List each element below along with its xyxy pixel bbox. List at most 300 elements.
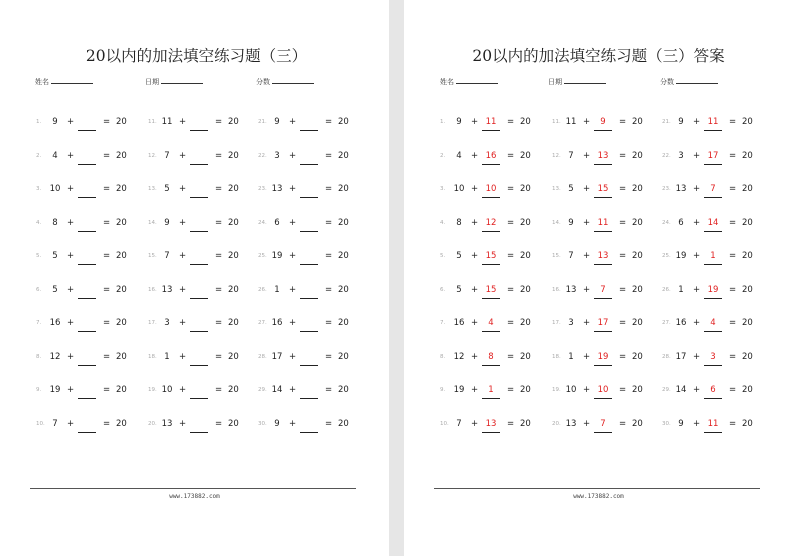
plus-sign: + <box>67 150 75 161</box>
problem-number: 28. <box>258 353 267 360</box>
addend: 13 <box>161 284 173 295</box>
equals-sign: = <box>325 217 333 228</box>
answer-blank[interactable] <box>78 197 96 198</box>
problem-number: 30. <box>258 420 267 427</box>
problem-number: 28. <box>662 353 671 360</box>
equals-sign: = <box>325 418 333 429</box>
addend: 9 <box>52 117 58 127</box>
addend: 11 <box>565 117 577 127</box>
footer-divider <box>30 488 356 489</box>
problem-number: 25. <box>662 253 671 259</box>
problem-number: 11. <box>552 119 561 125</box>
plus-sign: + <box>583 251 591 261</box>
footer-url: www.173882.com <box>573 493 624 500</box>
answer-blank[interactable] <box>300 331 318 332</box>
name-field <box>440 75 498 87</box>
problem-number: 15. <box>552 253 561 259</box>
plus-sign: + <box>67 184 75 194</box>
date-label: 日期 <box>548 78 562 86</box>
answer-blank <box>704 164 722 165</box>
sum: 20 <box>520 284 531 295</box>
plus-sign: + <box>583 117 591 127</box>
answer-blank[interactable] <box>190 130 208 131</box>
equals-sign: = <box>729 318 737 328</box>
plus-sign: + <box>289 418 297 429</box>
answer-blank[interactable] <box>190 298 208 299</box>
sum: 20 <box>338 117 349 127</box>
problem-number: 26. <box>662 286 671 293</box>
date-field <box>145 75 203 87</box>
sum: 20 <box>742 150 753 161</box>
addend: 19 <box>49 385 61 395</box>
answer-blank[interactable] <box>78 264 96 265</box>
sum: 20 <box>116 184 127 194</box>
sum: 20 <box>116 385 127 395</box>
sum: 20 <box>228 251 239 261</box>
answer-blank <box>704 365 722 366</box>
problem-number: 7. <box>440 320 446 326</box>
problem-number: 4. <box>36 219 42 226</box>
problem-number: 2. <box>36 152 42 159</box>
answer-value: 4 <box>488 318 494 328</box>
answer-blank[interactable] <box>190 197 208 198</box>
equals-sign: = <box>325 117 333 127</box>
equals-sign: = <box>507 284 515 295</box>
answer-blank[interactable] <box>300 298 318 299</box>
sum: 20 <box>116 150 127 161</box>
equals-sign: = <box>103 351 111 362</box>
equals-sign: = <box>325 385 333 395</box>
answer-blank <box>704 298 722 299</box>
answer-value: 12 <box>485 217 497 228</box>
plus-sign: + <box>289 217 297 228</box>
answer-blank[interactable] <box>300 365 318 366</box>
addend: 9 <box>274 418 280 429</box>
answer-blank[interactable] <box>190 398 208 399</box>
addend: 7 <box>52 418 58 429</box>
addend: 7 <box>456 418 462 429</box>
answer-blank <box>482 231 500 232</box>
answer-value: 15 <box>597 184 609 194</box>
answer-blank <box>482 398 500 399</box>
addend: 14 <box>271 385 283 395</box>
problem-number: 11. <box>148 119 157 125</box>
date-blank <box>161 75 203 84</box>
plus-sign: + <box>693 418 701 429</box>
problem-number: 21. <box>662 119 671 125</box>
answer-blank[interactable] <box>78 331 96 332</box>
addend: 7 <box>568 251 574 261</box>
plus-sign: + <box>693 351 701 362</box>
answer-value: 10 <box>485 184 497 194</box>
problem-number: 21. <box>258 119 267 125</box>
sum: 20 <box>116 117 127 127</box>
sum: 20 <box>520 217 531 228</box>
plus-sign: + <box>179 184 187 194</box>
problem-number: 6. <box>440 286 446 293</box>
problem-number: 14. <box>148 219 157 226</box>
equals-sign: = <box>215 351 223 362</box>
answer-blank[interactable] <box>300 197 318 198</box>
problem-number: 18. <box>552 353 561 360</box>
answer-blank <box>482 197 500 198</box>
answer-blank[interactable] <box>190 331 208 332</box>
addend: 9 <box>164 217 170 228</box>
equals-sign: = <box>507 184 515 194</box>
date-field <box>548 75 606 87</box>
addend: 16 <box>49 318 61 328</box>
sum: 20 <box>742 318 753 328</box>
plus-sign: + <box>179 117 187 127</box>
equals-sign: = <box>103 418 111 429</box>
equals-sign: = <box>729 150 737 161</box>
plus-sign: + <box>179 251 187 261</box>
plus-sign: + <box>693 318 701 328</box>
plus-sign: + <box>289 251 297 261</box>
addend: 1 <box>164 351 170 362</box>
answer-blank[interactable] <box>300 164 318 165</box>
answer-blank <box>704 264 722 265</box>
equals-sign: = <box>729 351 737 362</box>
addend: 3 <box>164 318 170 328</box>
answer-blank <box>594 365 612 366</box>
plus-sign: + <box>471 318 479 328</box>
date-blank <box>564 75 606 84</box>
answer-value: 16 <box>485 150 497 161</box>
sum: 20 <box>520 150 531 161</box>
plus-sign: + <box>471 117 479 127</box>
sum: 20 <box>632 385 643 395</box>
sum: 20 <box>116 351 127 362</box>
sum: 20 <box>228 418 239 429</box>
plus-sign: + <box>583 418 591 429</box>
answer-blank[interactable] <box>190 264 208 265</box>
answer-blank[interactable] <box>78 164 96 165</box>
answer-value: 3 <box>710 351 716 362</box>
problem-number: 22. <box>662 152 671 159</box>
plus-sign: + <box>471 418 479 429</box>
problem-number: 5. <box>36 253 42 259</box>
answer-value: 11 <box>485 117 497 127</box>
addend: 9 <box>678 418 684 429</box>
sum: 20 <box>520 418 531 429</box>
sum: 20 <box>632 318 643 328</box>
equals-sign: = <box>507 351 515 362</box>
problem-number: 20. <box>148 420 157 427</box>
answer-value: 19 <box>707 284 719 295</box>
plus-sign: + <box>583 351 591 362</box>
plus-sign: + <box>471 284 479 295</box>
answer-blank <box>482 164 500 165</box>
answer-value: 15 <box>485 251 497 261</box>
equals-sign: = <box>729 117 737 127</box>
answer-blank <box>704 432 722 433</box>
problem-number: 8. <box>36 353 42 360</box>
answer-value: 10 <box>597 385 609 395</box>
sum: 20 <box>338 385 349 395</box>
plus-sign: + <box>67 284 75 295</box>
addend: 8 <box>456 217 462 228</box>
addend: 3 <box>274 150 280 161</box>
answer-value: 1 <box>710 251 716 261</box>
date-label: 日期 <box>145 78 159 86</box>
footer-url: www.173882.com <box>169 493 220 500</box>
problem-number: 3. <box>36 186 42 192</box>
equals-sign: = <box>103 217 111 228</box>
score-blank <box>676 75 718 84</box>
problem-number: 1. <box>36 119 42 125</box>
plus-sign: + <box>67 418 75 429</box>
addend: 9 <box>568 217 574 228</box>
equals-sign: = <box>325 251 333 261</box>
answer-blank[interactable] <box>78 365 96 366</box>
plus-sign: + <box>583 284 591 295</box>
answer-value: 11 <box>707 418 719 429</box>
worksheet-page <box>0 0 389 556</box>
addend: 10 <box>161 385 173 395</box>
answer-blank[interactable] <box>78 432 96 433</box>
answer-blank[interactable] <box>300 130 318 131</box>
footer-divider <box>434 488 760 489</box>
equals-sign: = <box>619 351 627 362</box>
sum: 20 <box>338 251 349 261</box>
equals-sign: = <box>215 418 223 429</box>
equals-sign: = <box>507 418 515 429</box>
equals-sign: = <box>103 318 111 328</box>
equals-sign: = <box>325 150 333 161</box>
sum: 20 <box>338 351 349 362</box>
sum: 20 <box>742 217 753 228</box>
answer-value: 17 <box>707 150 719 161</box>
worksheet-title: 20以内的加法填空练习题（三） <box>85 47 308 65</box>
answer-blank <box>594 331 612 332</box>
problem-number: 6. <box>36 286 42 293</box>
sum: 20 <box>632 284 643 295</box>
answer-value: 14 <box>707 217 719 228</box>
equals-sign: = <box>507 117 515 127</box>
plus-sign: + <box>471 351 479 362</box>
answer-value: 8 <box>488 351 494 362</box>
sum: 20 <box>520 385 531 395</box>
answer-blank[interactable] <box>190 365 208 366</box>
plus-sign: + <box>289 385 297 395</box>
problem-number: 16. <box>148 286 157 293</box>
answer-blank <box>704 231 722 232</box>
problem-number: 12. <box>148 152 157 159</box>
plus-sign: + <box>289 351 297 362</box>
plus-sign: + <box>179 150 187 161</box>
problem-number: 24. <box>258 219 267 226</box>
score-label: 分数 <box>660 78 674 86</box>
plus-sign: + <box>179 284 187 295</box>
answer-blank[interactable] <box>190 164 208 165</box>
addend: 9 <box>456 117 462 127</box>
addend: 4 <box>456 150 462 161</box>
equals-sign: = <box>507 217 515 228</box>
answer-value: 17 <box>597 318 609 328</box>
sum: 20 <box>632 184 643 194</box>
answer-blank <box>594 164 612 165</box>
sum: 20 <box>228 318 239 328</box>
addend: 8 <box>52 217 58 228</box>
plus-sign: + <box>471 150 479 161</box>
addend: 7 <box>164 150 170 161</box>
addend: 6 <box>678 217 684 228</box>
problem-number: 12. <box>552 152 561 159</box>
answer-blank[interactable] <box>300 398 318 399</box>
equals-sign: = <box>729 251 737 261</box>
plus-sign: + <box>179 418 187 429</box>
equals-sign: = <box>729 284 737 295</box>
addend: 5 <box>568 184 574 194</box>
equals-sign: = <box>619 418 627 429</box>
addend: 1 <box>274 284 280 295</box>
plus-sign: + <box>179 351 187 362</box>
addend: 13 <box>565 284 577 295</box>
addend: 13 <box>565 418 577 429</box>
name-field <box>35 75 93 87</box>
answer-blank <box>482 365 500 366</box>
sum: 20 <box>742 117 753 127</box>
answer-blank <box>704 130 722 131</box>
problem-number: 25. <box>258 253 267 259</box>
answer-value: 7 <box>600 418 606 429</box>
problem-number: 29. <box>662 387 671 393</box>
equals-sign: = <box>325 184 333 194</box>
addend: 3 <box>678 150 684 161</box>
answer-value: 6 <box>710 385 716 395</box>
sum: 20 <box>632 217 643 228</box>
equals-sign: = <box>103 385 111 395</box>
equals-sign: = <box>507 251 515 261</box>
sum: 20 <box>520 184 531 194</box>
addend: 7 <box>568 150 574 161</box>
problem-number: 4. <box>440 219 446 226</box>
sum: 20 <box>632 351 643 362</box>
equals-sign: = <box>215 217 223 228</box>
equals-sign: = <box>619 385 627 395</box>
answer-blank[interactable] <box>78 398 96 399</box>
equals-sign: = <box>729 217 737 228</box>
plus-sign: + <box>289 117 297 127</box>
problem-number: 8. <box>440 353 446 360</box>
equals-sign: = <box>215 318 223 328</box>
sum: 20 <box>228 385 239 395</box>
answer-title: 20以内的加法填空练习题（三）答案 <box>472 47 725 65</box>
sum: 20 <box>338 418 349 429</box>
addend: 7 <box>164 251 170 261</box>
answer-blank[interactable] <box>300 432 318 433</box>
answer-blank[interactable] <box>78 130 96 131</box>
answer-blank <box>482 432 500 433</box>
problem-number: 30. <box>662 420 671 427</box>
addend: 4 <box>52 150 58 161</box>
addend: 19 <box>675 251 687 261</box>
addend: 16 <box>271 318 283 328</box>
equals-sign: = <box>507 150 515 161</box>
equals-sign: = <box>619 251 627 261</box>
plus-sign: + <box>693 251 701 261</box>
addend: 1 <box>568 351 574 362</box>
addend: 12 <box>453 351 465 362</box>
problem-number: 1. <box>440 119 446 125</box>
addend: 10 <box>49 184 61 194</box>
equals-sign: = <box>215 184 223 194</box>
answer-blank <box>594 398 612 399</box>
answer-value: 13 <box>597 251 609 261</box>
answer-blank[interactable] <box>78 231 96 232</box>
equals-sign: = <box>103 184 111 194</box>
addend: 3 <box>568 318 574 328</box>
sum: 20 <box>632 418 643 429</box>
answer-blank[interactable] <box>190 231 208 232</box>
problem-number: 27. <box>662 320 671 326</box>
addend: 5 <box>456 251 462 261</box>
problem-number: 9. <box>440 387 446 393</box>
sum: 20 <box>116 284 127 295</box>
problem-number: 13. <box>552 186 561 192</box>
answer-value: 4 <box>710 318 716 328</box>
equals-sign: = <box>619 318 627 328</box>
answer-blank <box>704 197 722 198</box>
plus-sign: + <box>289 284 297 295</box>
addend: 11 <box>161 117 173 127</box>
addend: 14 <box>675 385 687 395</box>
score-blank <box>272 75 314 84</box>
equals-sign: = <box>619 117 627 127</box>
equals-sign: = <box>619 150 627 161</box>
problem-number: 14. <box>552 219 561 226</box>
answer-blank[interactable] <box>78 298 96 299</box>
equals-sign: = <box>103 284 111 295</box>
plus-sign: + <box>179 217 187 228</box>
problem-number: 16. <box>552 286 561 293</box>
sum: 20 <box>228 284 239 295</box>
addend: 16 <box>675 318 687 328</box>
problem-number: 13. <box>148 186 157 192</box>
problem-number: 9. <box>36 387 42 393</box>
plus-sign: + <box>693 117 701 127</box>
answer-value: 1 <box>488 385 494 395</box>
answer-value: 13 <box>485 418 497 429</box>
plus-sign: + <box>583 385 591 395</box>
sum: 20 <box>116 217 127 228</box>
equals-sign: = <box>507 318 515 328</box>
answer-blank <box>704 398 722 399</box>
sum: 20 <box>742 418 753 429</box>
answer-blank <box>594 130 612 131</box>
problem-number: 15. <box>148 253 157 259</box>
answer-blank[interactable] <box>300 231 318 232</box>
answer-value: 7 <box>600 284 606 295</box>
answer-value: 13 <box>597 150 609 161</box>
sum: 20 <box>632 150 643 161</box>
answer-blank <box>594 298 612 299</box>
sum: 20 <box>228 150 239 161</box>
name-blank <box>456 75 498 84</box>
plus-sign: + <box>693 284 701 295</box>
answer-value: 11 <box>597 217 609 228</box>
equals-sign: = <box>103 150 111 161</box>
plus-sign: + <box>67 318 75 328</box>
plus-sign: + <box>179 385 187 395</box>
answer-blank[interactable] <box>190 432 208 433</box>
addend: 17 <box>271 351 283 362</box>
addend: 12 <box>49 351 61 362</box>
problem-number: 10. <box>36 420 45 427</box>
addend: 19 <box>453 385 465 395</box>
answer-blank[interactable] <box>300 264 318 265</box>
